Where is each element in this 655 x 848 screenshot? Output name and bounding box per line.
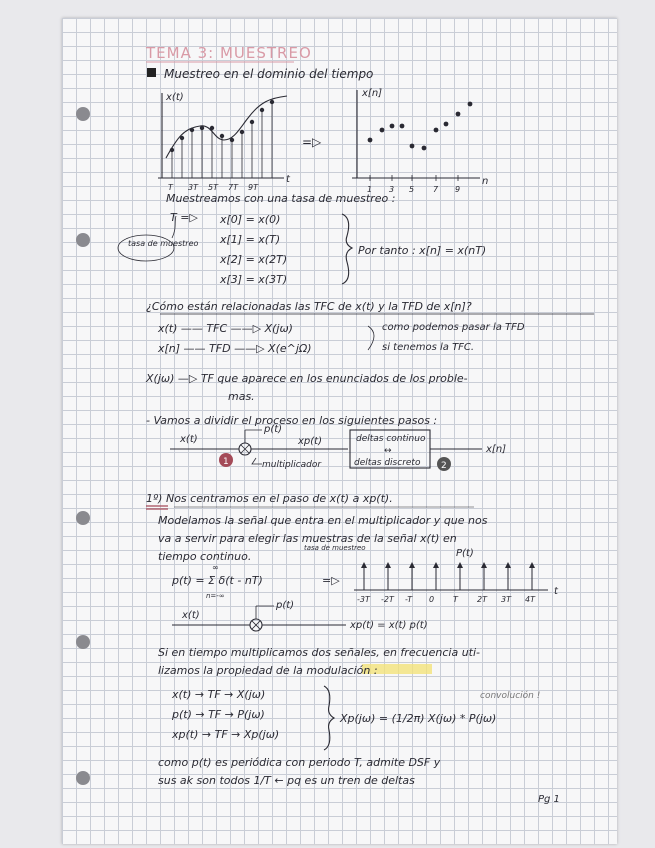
binder-hole bbox=[76, 107, 90, 121]
arrow-head-icon bbox=[505, 562, 511, 568]
period-definition: T =▷ bbox=[170, 211, 198, 224]
impulse-train-plot bbox=[354, 548, 559, 604]
sample-dot bbox=[200, 126, 204, 130]
tick-label: 5 bbox=[409, 185, 415, 194]
arrow-head-icon bbox=[529, 562, 535, 568]
handwritten-notes bbox=[62, 18, 617, 844]
equivalence-arrow: =▷ bbox=[302, 135, 322, 149]
pt-label: p(t) bbox=[264, 424, 283, 435]
arrow-head-icon bbox=[385, 562, 391, 568]
xjw-line: mas. bbox=[228, 390, 255, 403]
sample-dot bbox=[380, 128, 385, 133]
axis-label: n bbox=[482, 176, 489, 187]
page-number: Pg 1 bbox=[538, 794, 560, 805]
therefore-line: Por tanto : x[n] = x(nT) bbox=[358, 244, 487, 257]
block-diagram bbox=[170, 424, 506, 471]
box-line: deltas discreto bbox=[354, 458, 421, 468]
section-heading: Muestreo en el dominio del tiempo bbox=[164, 67, 374, 81]
sample-dot bbox=[422, 146, 427, 151]
tick-label: 3 bbox=[389, 185, 395, 194]
multiplier-diagram bbox=[172, 600, 428, 631]
input-label: x(t) bbox=[182, 610, 200, 621]
step-heading: 1º) Nos centramos en el paso de x(t) a xp(t). bbox=[146, 492, 393, 505]
tick-label: -T bbox=[405, 595, 413, 604]
tick-label: 9 bbox=[455, 185, 461, 194]
periodic-line: sus ak son todos 1/T ← pq es un tren de deltas bbox=[158, 774, 415, 787]
freq-line: Si en tiempo multiplicamos dos señales, en frecuencia uti- bbox=[158, 646, 481, 659]
sample-dot bbox=[456, 112, 461, 117]
tick-label: 3T bbox=[188, 183, 198, 192]
arrow-head-icon bbox=[457, 562, 463, 568]
sample-dot bbox=[220, 134, 224, 138]
tick-label: -2T bbox=[381, 595, 394, 604]
plot-label: x(t) bbox=[166, 92, 184, 103]
tick-label: 0 bbox=[429, 595, 435, 604]
sample-dot bbox=[400, 124, 405, 129]
sample-dot bbox=[468, 102, 473, 107]
tick-label: 1 bbox=[367, 185, 373, 194]
discrete-signal-plot bbox=[352, 88, 488, 194]
tick-label: 9T bbox=[248, 183, 258, 192]
plot-label: P(t) bbox=[456, 548, 474, 559]
model-line: va a servir para elegir las muestras de la señal x(t) en bbox=[158, 532, 457, 545]
model-line: tiempo continuo. bbox=[158, 550, 252, 563]
sample-dot bbox=[260, 108, 264, 112]
notebook-page bbox=[62, 18, 617, 844]
tf-line: p(t) → TF → P(jω) bbox=[172, 708, 265, 721]
page-title: TEMA 3: MUESTREO bbox=[146, 44, 312, 62]
tf-line: xp(t) → TF → Xp(jω) bbox=[172, 728, 280, 741]
tick-label: -3T bbox=[357, 595, 370, 604]
badge-number: 1 bbox=[223, 457, 229, 467]
pt-formula: p(t) = Σ δ(t - nT) bbox=[172, 574, 263, 587]
arrow-head-icon bbox=[433, 562, 439, 568]
sample-dot bbox=[170, 148, 174, 152]
sample-dot bbox=[270, 100, 274, 104]
tick-label: 5T bbox=[208, 183, 218, 192]
convolution-note: convolución ! bbox=[480, 691, 541, 701]
tick-label: 7T bbox=[228, 183, 238, 192]
brace bbox=[324, 686, 334, 750]
steps-line: - Vamos a dividir el proceso en los siguientes pasos : bbox=[146, 414, 438, 427]
tasa-note: tasa de muestreo bbox=[304, 544, 366, 552]
note-line: como podemos pasar la TFD bbox=[382, 322, 525, 333]
bracket bbox=[368, 326, 374, 350]
sample-dot bbox=[250, 120, 254, 124]
sum-limit: ∞ bbox=[212, 563, 219, 572]
sample-dot bbox=[368, 138, 373, 143]
binder-hole bbox=[76, 635, 90, 649]
axis-label: t bbox=[286, 174, 290, 185]
output-formula: xp(t) = x(t) p(t) bbox=[350, 620, 428, 631]
sampling-intro: Muestreamos con una tasa de muestreo : bbox=[166, 192, 396, 205]
arrow-head-icon bbox=[481, 562, 487, 568]
badge-number: 2 bbox=[441, 461, 447, 471]
tick-label: 3T bbox=[501, 595, 511, 604]
tick-label: 2T bbox=[477, 595, 487, 604]
binder-hole bbox=[76, 511, 90, 525]
tick-label: 4T bbox=[525, 595, 535, 604]
tick-label: T bbox=[168, 183, 173, 192]
bullet-square-icon bbox=[147, 68, 156, 77]
box-line: ↔ bbox=[384, 446, 392, 456]
note-line: si tenemos la TFC. bbox=[382, 342, 475, 353]
axis-label: t bbox=[554, 586, 558, 597]
sample-dot bbox=[390, 124, 395, 129]
equivalence-arrow: =▷ bbox=[322, 574, 340, 587]
binder-hole bbox=[76, 233, 90, 247]
tasa-note: tasa de muestreo bbox=[128, 239, 199, 248]
sample-equation: x[3] = x(3T) bbox=[220, 273, 288, 286]
tfc-line: x(t) —— TFC ——▷ X(jω) bbox=[158, 322, 293, 335]
signal-curve bbox=[166, 96, 287, 158]
binder-hole bbox=[76, 771, 90, 785]
box-line: deltas continuo bbox=[356, 434, 426, 444]
sample-dot bbox=[230, 138, 234, 142]
plot-label: x[n] bbox=[362, 88, 383, 99]
multiplier-label: multiplicador bbox=[262, 460, 322, 470]
pt-label: p(t) bbox=[276, 600, 295, 611]
sample-dot bbox=[190, 128, 194, 132]
arrow-head-icon bbox=[409, 562, 415, 568]
brace bbox=[342, 214, 352, 284]
sample-equation: x[0] = x(0) bbox=[220, 213, 281, 226]
sample-dot bbox=[410, 144, 415, 149]
xpt-label: xp(t) bbox=[298, 436, 322, 447]
output-label: x[n] bbox=[486, 444, 507, 455]
model-line: Modelamos la señal que entra en el multiplicador y que nos bbox=[158, 514, 488, 527]
tf-line: x(t) → TF → X(jω) bbox=[172, 688, 266, 701]
periodic-line: como p(t) es periódica con periodo T, admite DSF y bbox=[158, 756, 441, 769]
sample-dot bbox=[444, 122, 449, 127]
question-line: ¿Cómo están relacionadas las TFC de x(t) y la TFD de x[n]? bbox=[146, 300, 472, 313]
sample-dot bbox=[210, 126, 214, 130]
sample-dot bbox=[180, 136, 184, 140]
xjw-line: X(jω) —▷ TF que aparece en los enunciados de los proble- bbox=[146, 372, 468, 385]
tfd-line: x[n] —— TFD ——▷ X(e^jΩ) bbox=[158, 342, 312, 355]
input-label: x(t) bbox=[180, 434, 198, 445]
freq-line: lizamos la propiedad de la modulación : bbox=[158, 664, 378, 677]
tick-label: 7 bbox=[433, 185, 439, 194]
sample-dot bbox=[240, 130, 244, 134]
sample-equation: x[2] = x(2T) bbox=[220, 253, 288, 266]
continuous-signal-plot bbox=[158, 92, 291, 192]
sample-dot bbox=[434, 128, 439, 133]
sum-limit: n=-∞ bbox=[206, 592, 225, 600]
arrow-head-icon bbox=[361, 562, 367, 568]
tick-label: T bbox=[453, 595, 458, 604]
convolution-result: Xp(jω) = (1/2π) X(jω) * P(jω) bbox=[340, 712, 497, 725]
sample-equation: x[1] = x(T) bbox=[220, 233, 281, 246]
pointer-arrow bbox=[252, 458, 262, 464]
